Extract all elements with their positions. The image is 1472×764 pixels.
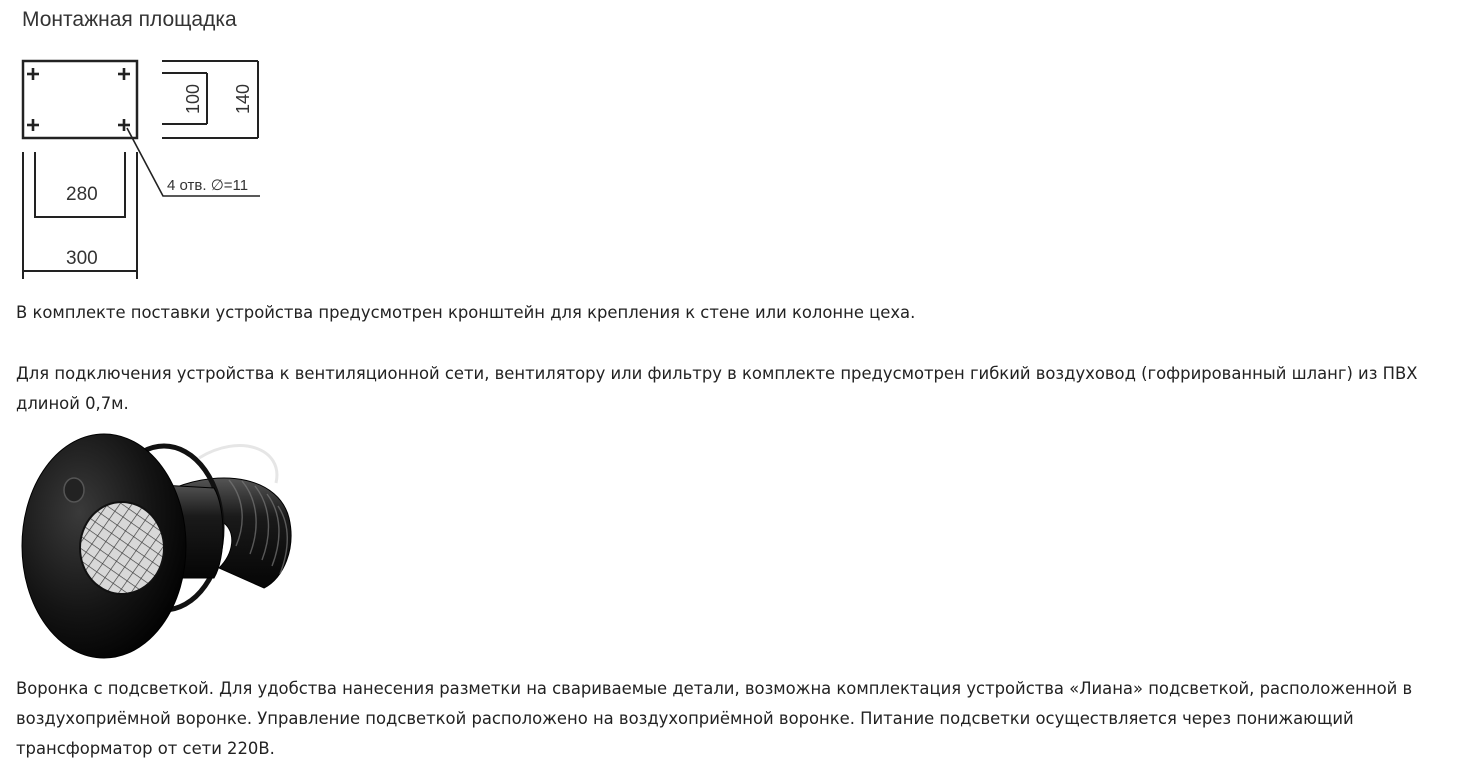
funnel-paragraph: Воронка с подсветкой. Для удобства нанесения разметки на свариваемые детали, возможна комплектация устройства «Лиана» подсветкой, расположенной в воздухоприёмной воронке. Управление подсветкой расположено на воздухоприёмной воронке. Питание подсветки осуществляется через понижающий трансформатор от сети 220В. — [16, 679, 1413, 758]
mounting-plate-drawing — [0, 0, 300, 290]
funnel-product-image — [14, 428, 304, 668]
mounting-hole-marks — [27, 68, 130, 131]
dim-outer-height: 140 — [233, 83, 253, 114]
drawing-title: Монтажная площадка — [22, 8, 237, 31]
dim-outer-width: 300 — [66, 248, 98, 269]
funnel-grille — [80, 502, 164, 594]
plate-outline — [23, 61, 137, 138]
bracket-paragraph: В комплекте поставки устройства предусмотрен кронштейн для крепления к стене или колонне цеха. — [16, 303, 916, 322]
holes-note: 4 отв. ∅=11 — [167, 177, 249, 194]
duct-paragraph: Для подключения устройства к вентиляционной сети, вентилятору или фильтру в комплекте предусмотрен гибкий воздуховод (гофрированный шланг) из ПВХ длиной 0,7м. — [16, 364, 1418, 413]
backlight-knob — [64, 478, 84, 502]
dim-inner-width: 280 — [66, 184, 98, 205]
dim-inner-height: 100 — [183, 83, 203, 114]
